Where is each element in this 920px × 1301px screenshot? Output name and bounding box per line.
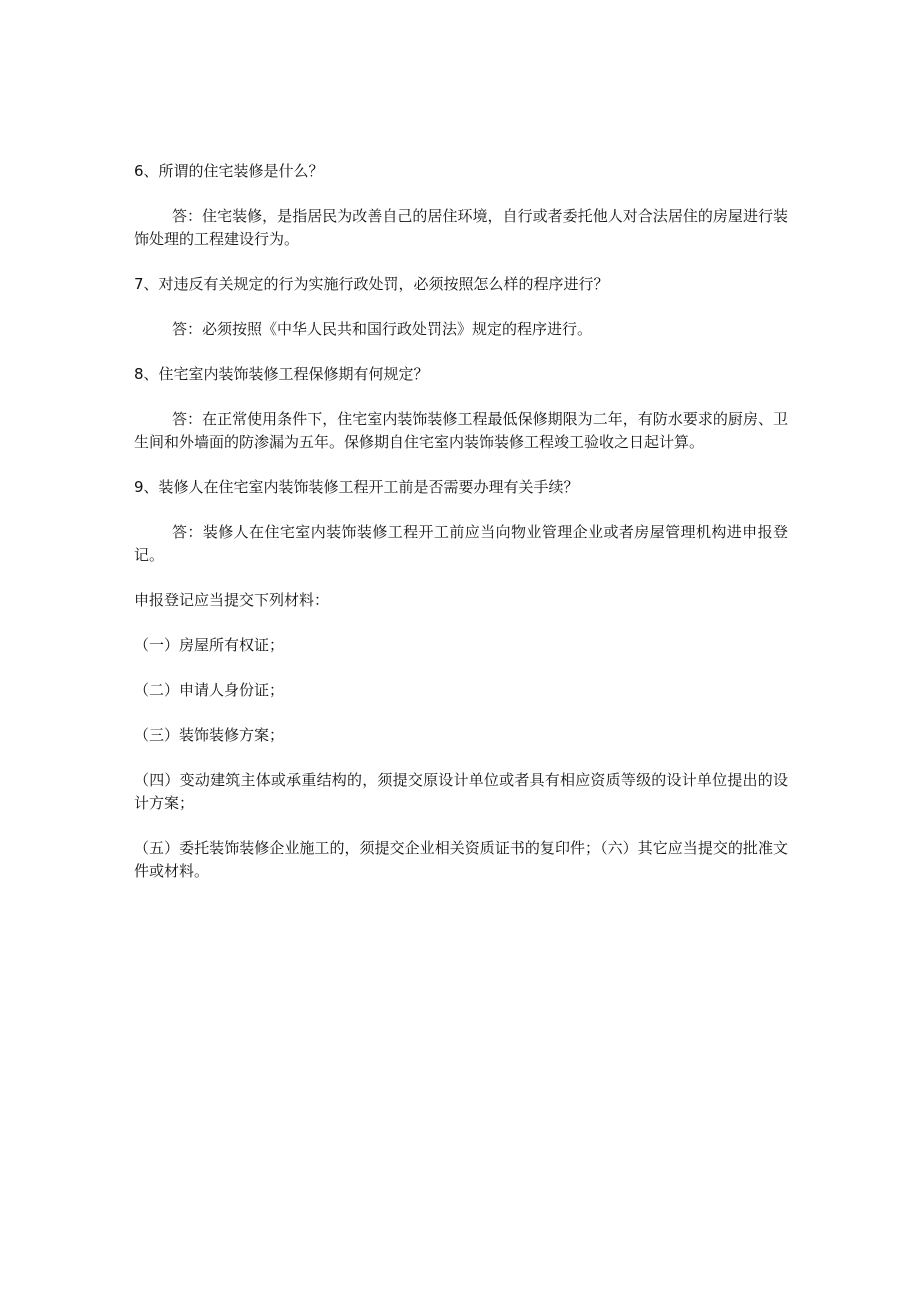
material-item-5-6: （五）委托装饰装修企业施工的，须提交企业相关资质证书的复印件；（六）其它应当提交的批准文件或材料。: [134, 839, 788, 880]
question-9: 9、装修人在住宅室内装饰装修工程开工前是否需要办理有关手续？: [134, 478, 579, 496]
answer-9: 答：装修人在住宅室内装饰装修工程开工前应当向物业管理企业或者房屋管理机构进申报登记。: [134, 523, 788, 564]
answer-7: 答：必须按照《中华人民共和国行政处罚法》规定的程序进行。: [172, 320, 593, 338]
materials-intro: 申报登记应当提交下列材料：: [134, 591, 330, 609]
question-6: 6、所谓的住宅装修是什么？: [134, 162, 324, 180]
material-item-4: （四）变动建筑主体或承重结构的，须提交原设计单位或者具有相应资质等级的设计单位提出的设计方案；: [134, 771, 788, 812]
answer-8: 答：在正常使用条件下，住宅室内装饰装修工程最低保修期限为二年，有防水要求的厨房、卫生间和外墙面的防渗漏为五年。保修期自住宅室内装饰装修工程竣工验收之日起计算。: [134, 410, 788, 451]
question-7: 7、对违反有关规定的行为实施行政处罚，必须按照怎么样的程序进行？: [134, 275, 609, 293]
material-item-3: （三）装饰装修方案；: [134, 726, 285, 744]
material-item-2: （二）申请人身份证；: [134, 681, 285, 699]
material-item-1: （一）房屋所有权证；: [134, 636, 285, 654]
document-body: [134, 160, 788, 905]
answer-6: 答：住宅装修，是指居民为改善自己的居住环境，自行或者委托他人对合法居住的房屋进行装饰处理的工程建设行为。: [134, 207, 788, 248]
question-8: 8、住宅室内装饰装修工程保修期有何规定？: [134, 365, 429, 383]
